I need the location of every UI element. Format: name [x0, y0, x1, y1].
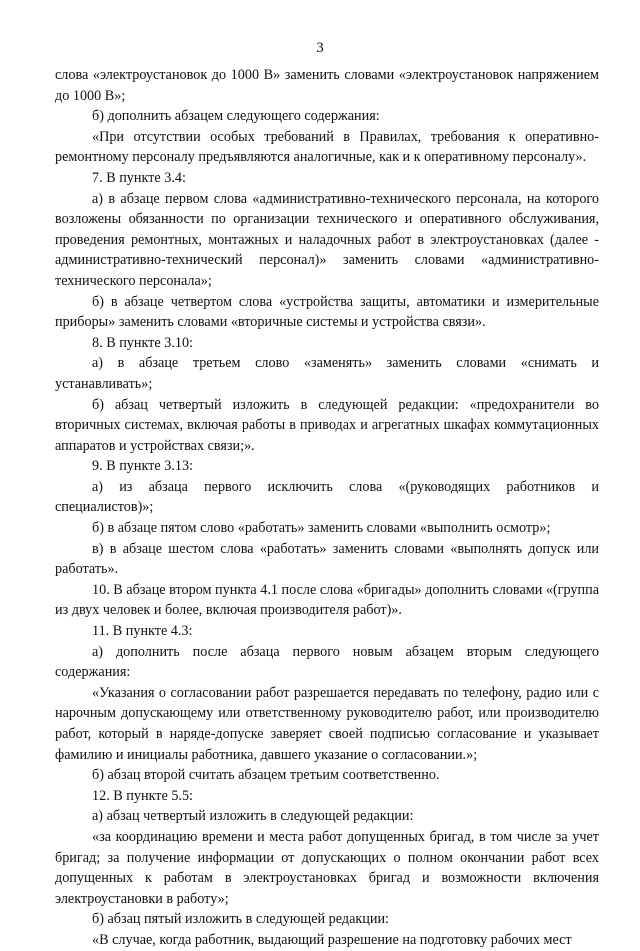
paragraph: «за координацию времени и места работ допущенных бригад, в том числе за учет бригад; за получение информации от допускающих о полном окончании работ всех допущенных к работам в электроустановках бригад и возможности включения электроустановки в работу»; — [55, 828, 599, 907]
paragraph: «Указания о согласовании работ разрешается передавать по телефону, радио или с нарочным допускающему или ответственному руководителю работ, или производителю работ, который в наряде-допуске заверяет своей подписью согласование и указывает фамилию и инициалы работника, давшего указание о согласовании.»; — [55, 684, 599, 763]
paragraph: б) абзац четвертый изложить в следующей редакции: «предохранители во вторичных системах, включая работы в приводах и агрегатных шкафах коммутационных аппаратов и устройствах связи;». — [55, 396, 599, 454]
paragraph: а) в абзаце первом слова «административно-технического персонала, на которого возложены обязанности по организации технического и оперативного обслуживания, проведения ремонтных, монтажных и наладочных работ в электроустановках (далее - административно-технический персонал)» заменить словами «административно-технического персонала»; — [55, 190, 599, 289]
document-body — [55, 65, 599, 951]
paragraph: 9. В пункте 3.13: — [92, 458, 193, 475]
paragraph: 7. В пункте 3.4: — [92, 169, 186, 186]
paragraph: 11. В пункте 4.3: — [92, 623, 193, 640]
paragraph: «В случае, когда работник, выдающий разрешение на подготовку рабочих мест — [92, 931, 572, 948]
paragraph: а) в абзаце третьем слово «заменять» заменить словами «снимать и устанавливать»; — [55, 355, 599, 392]
paragraph: б) абзац пятый изложить в следующей редакции: — [92, 911, 390, 928]
paragraph: а) из абзаца первого исключить слова «(руководящих работников и специалистов)»; — [55, 478, 599, 516]
paragraph: 10. В абзаце втором пункта 4.1 после слова «бригады» дополнить словами «(группа из двух человек и более, включая производителя работ)». — [55, 581, 599, 619]
page-number: 3 — [316, 40, 324, 56]
paragraph: б) в абзаце пятом слово «работать» заменить словами «выполнить осмотр»; — [92, 520, 551, 537]
paragraph: б) дополнить абзацем следующего содержания: — [92, 108, 380, 125]
paragraph: а) абзац четвертый изложить в следующей редакции: — [92, 808, 414, 825]
paragraph: в) в абзаце шестом слова «работать» заменить словами «выполнять допуск или работать». — [55, 540, 599, 578]
paragraph: б) в абзаце четвертом слова «устройства защиты, автоматики и измерительные приборы» заменить словами «вторичные системы и устройства связи». — [55, 293, 599, 331]
paragraph: а) дополнить после абзаца первого новым абзацем вторым следующего содержания: — [55, 643, 599, 681]
paragraph: 8. В пункте 3.10: — [92, 334, 193, 351]
paragraph: б) абзац второй считать абзацем третьим соответственно. — [92, 767, 440, 784]
paragraph: 12. В пункте 5.5: — [92, 787, 193, 804]
paragraph: «При отсутствии особых требований в Правилах, требования к оперативно-ремонтному персоналу предъявляются аналогичные, как и к оперативному персоналу». — [55, 128, 599, 166]
paragraph: слова «электроустановок до 1000 В» заменить словами «электроустановок напряжением до 1000 В»; — [55, 67, 599, 104]
